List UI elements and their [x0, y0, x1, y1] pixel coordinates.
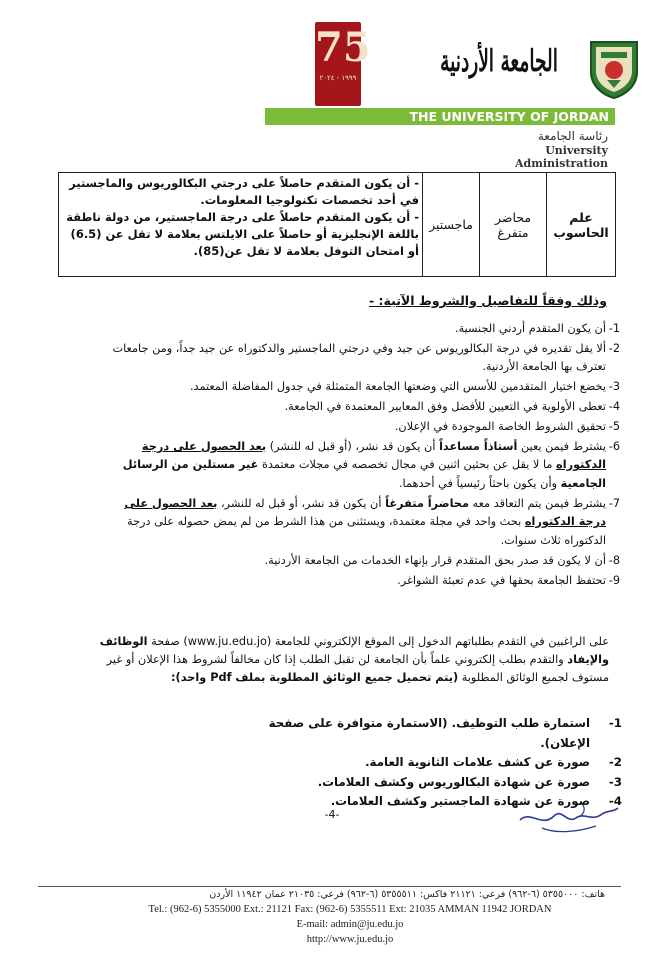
list-item: [96, 398, 620, 417]
item-text: تعطى الأولوية في التعيين للأفضل وفق المعايير المعتمدة في الجامعة.: [284, 400, 606, 414]
degree-cell: ماجستير: [423, 173, 480, 277]
list-item: [96, 340, 620, 377]
item-text: ما لا يقل عن بحثين اثنين في مجال تخصصه في مجلات معتمدة: [258, 458, 557, 472]
footer-divider: [38, 886, 621, 887]
list-item: [96, 572, 620, 591]
application-paragraph: [97, 633, 609, 687]
position-cell: محاضر متفرغ: [480, 173, 547, 277]
item-text: يشترط فيمن يتم التعاقد معه: [468, 496, 606, 510]
footer-contact-arabic: هاتف: ٥٣٥٥٠٠٠ (٦-٩٦٢) فرعي: ٢١١٢١ فاكس: ٥٣٥٥٥١١ (٦-٩٦٢) فرعي: ٢١٠٣٥ عمان ١١٩٤٢ الأردن: [209, 889, 605, 900]
item-number: 1-: [608, 322, 620, 335]
administration-english: University Administration: [514, 144, 608, 170]
bold-text: الوظائف والإيفاد: [99, 635, 609, 666]
university-seal-icon: [587, 38, 641, 100]
university-name-arabic: الجامعة الأردنية: [440, 44, 558, 79]
item-text: أن يكون قد نشر، (أو قبل له للنشر): [266, 439, 440, 453]
item-number: 6-: [608, 439, 620, 453]
anniversary-years: ١٩٩٩ - ٢٠٢٤: [319, 74, 357, 82]
bold-text: غير مستلين من الرسائل الجامعية: [122, 458, 606, 490]
item-text: بحث واحد في مجلة معتمدة، ويستثنى من هذا الشرط من لم يمض حصوله على درجة الدكتوراه ثلاث سنوات.: [127, 515, 606, 547]
item-text: صورة عن شهادة البكالوريوس وكشف العلامات.: [317, 774, 590, 789]
item-number: 2-: [608, 341, 620, 355]
bold-text: أستاذاً مساعداً: [439, 439, 518, 453]
conditions-cell: [59, 173, 423, 277]
documents-list: [220, 714, 622, 812]
job-table: [58, 172, 616, 277]
list-item: [220, 773, 622, 793]
list-item: [220, 753, 622, 773]
list-item: [96, 495, 620, 551]
item-text: وأن يكون باحثاً رئيسياً في أحدهما.: [398, 476, 561, 490]
anniversary-number: 75: [315, 24, 371, 71]
item-text: يشترط فيمن يعين: [517, 439, 606, 453]
item-text: تحتفظ الجامعة بحقها في عدم تعبئة الشواغر.: [397, 573, 606, 587]
condition-1: - أن يكون المتقدم حاصلاً على درجتي البكالوريوس والماجستير في أحد تخصصات تكنولوجيا المعلومات.: [69, 176, 419, 207]
item-number: 4-: [608, 400, 620, 414]
item-text: أن يكون المتقدم أردني الجنسية.: [454, 322, 606, 335]
list-item: [220, 714, 622, 753]
item-number: 7-: [608, 496, 620, 510]
university-name-english: THE UNIVERSITY OF JORDAN: [409, 109, 609, 124]
signature-icon: [512, 798, 622, 838]
condition-2: - أن يكون المتقدم حاصلاً على درجة الماجستير، من دولة ناطقة باللغة الإنجليزية أو حاصلاً على الايلتس بعلامة لا تقل عن (6.5) أو امتحان التوفل بعلامة لا تقل عن(85).: [66, 210, 419, 258]
item-text: أن لا يكون قد صدر بحق المتقدم قرار بإنهاء الخدمات من الجامعة الأردنية.: [264, 553, 606, 567]
item-number: 9-: [608, 573, 620, 587]
list-item: [96, 552, 620, 571]
bold-text: (يتم تحميل جميع الوثائق المطلوبة بملف Pdf واحد):: [171, 671, 459, 684]
item-text: أن يكون قد نشر، أو قبل له للنشر،: [217, 496, 386, 510]
item-number: 2-: [608, 755, 622, 769]
table-row: [59, 173, 616, 277]
terms-list: [96, 320, 620, 592]
item-number: 3-: [608, 774, 622, 789]
footer-contact-english: Tel.: (962-6) 5355000 Ext.: 21121 Fax: (962-6) 5355511 Ext: 21035 AMMAN 11942 JORDAN: [148, 904, 552, 915]
underlined-text: بعد الحصول على درجة الدكتوراه: [141, 439, 606, 472]
terms-heading: وذلك وفقاً للتفاصيل والشروط الآتية: -: [368, 293, 607, 308]
list-item: [96, 418, 620, 437]
anniversary-logo: [315, 22, 371, 106]
paragraph-text: والتقدم بطلب إلكتروني علماً بأن الجامعة لن تقبل الطلب إذا كان مخالفاً لشروط هذا الإعلان أو غير مستوف لجميع الوثائق المطلوبة: [106, 653, 609, 684]
item-number: 3-: [608, 380, 620, 394]
underlined-text: بعد الحصول على درجة الدكتوراه: [124, 496, 606, 529]
item-text: صورة عن كشف علامات الثانوية العامة.: [365, 755, 590, 769]
item-text: يخضع اختيار المتقدمين للأسس التي وضعتها الجامعة المتمثلة في جدول المفاضلة المعتمد.: [189, 380, 606, 394]
item-number: 8-: [608, 553, 620, 567]
item-text: تحقيق الشروط الخاصة الموجودة في الإعلان.: [394, 420, 606, 434]
list-item: [96, 378, 620, 397]
item-number: 4-: [608, 794, 622, 808]
footer-email[interactable]: E-mail: admin@ju.edu.jo: [296, 919, 404, 930]
footer-website[interactable]: http://www.ju.edu.jo: [306, 934, 394, 945]
bold-text: محاضراً متفرغاً: [385, 496, 469, 510]
item-text: صورة عن شهادة الماجستير وكشف العلامات.: [330, 794, 590, 808]
list-item: [96, 438, 620, 494]
item-text: ألا يقل تقديره في درجة البكالوريوس عن جيد وفي درجتي الماجستير والدكتوراه عن جيد جداً، ومن جامعات تعترف بها الجامعة الأردنية.: [112, 341, 606, 374]
item-text: استمارة طلب التوظيف. (الاستمارة متوافرة على صفحة الإعلان).: [268, 716, 590, 750]
item-number: 5-: [608, 420, 620, 434]
department-cell: علم الحاسوب: [547, 173, 616, 277]
presidency-arabic: رئاسة الجامعة: [537, 129, 608, 143]
item-number: 1-: [608, 716, 622, 730]
page-number: -4-: [324, 808, 340, 821]
list-item: [96, 320, 620, 339]
paragraph-text: على الراغبين في التقدم بطلباتهم الدخول إلى الموقع الإلكتروني للجامعة (www.ju.edu.jo) صفحة: [147, 635, 609, 648]
